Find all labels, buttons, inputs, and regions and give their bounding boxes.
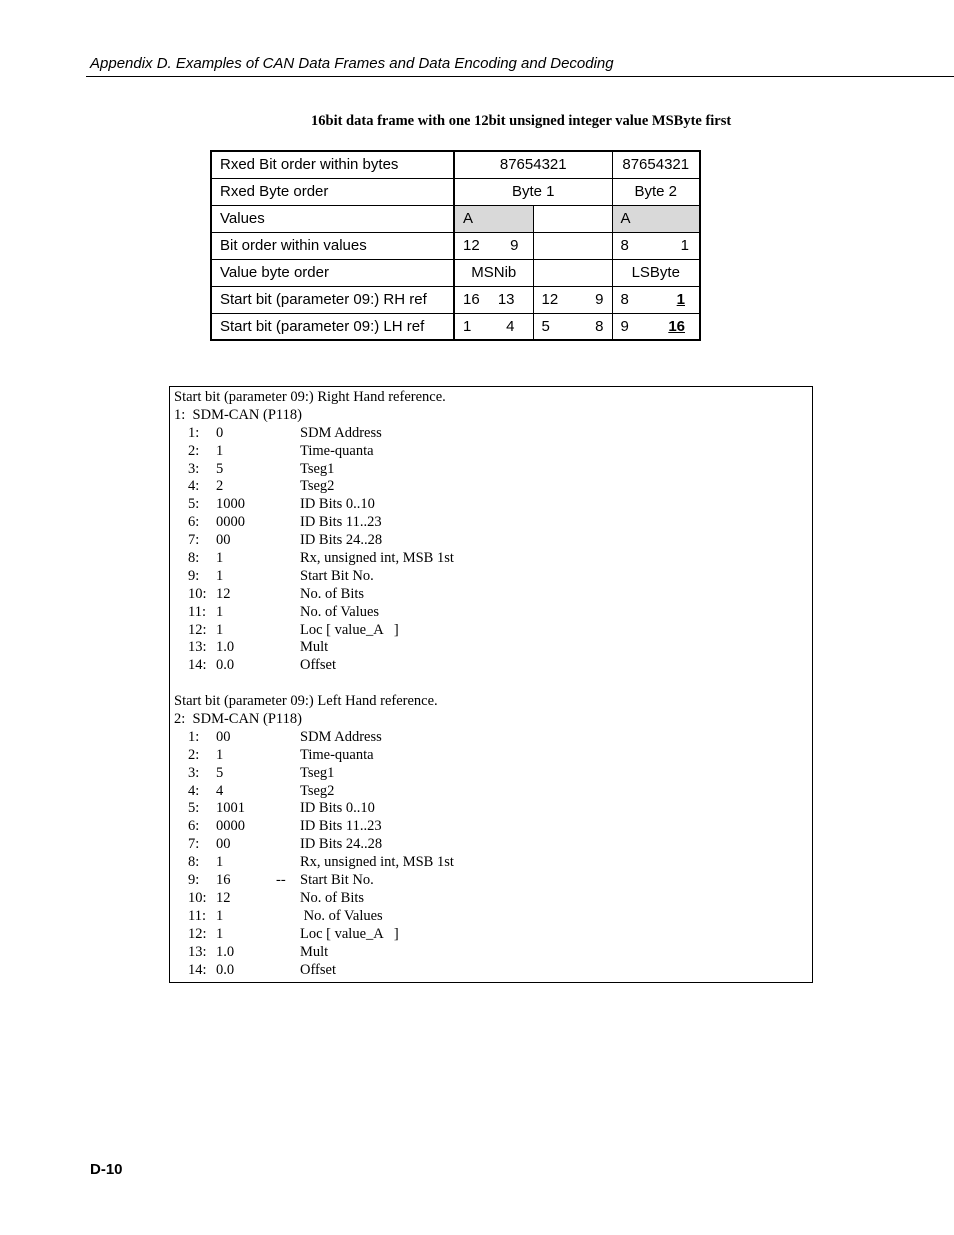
data-frame-table xyxy=(210,150,701,341)
parameter-marker: -- xyxy=(276,872,286,889)
parameter-description: Offset xyxy=(300,961,336,978)
program-title: Start bit (parameter 09:) Right Hand reference. xyxy=(174,389,446,405)
parameter-line xyxy=(174,765,812,783)
parameter-number: 1: xyxy=(188,728,200,745)
start-bit-cell xyxy=(612,286,700,313)
table-row xyxy=(211,286,700,313)
byte2-label: Byte 2 xyxy=(612,178,700,205)
parameter-number: 2: xyxy=(188,746,200,763)
empty-cell xyxy=(533,232,612,259)
parameter-description: Mult xyxy=(300,639,329,656)
bit-end: 13 xyxy=(497,291,515,308)
parameter-value: 1 xyxy=(216,854,224,871)
parameter-description: ID Bits 24..28 xyxy=(300,836,383,853)
row-label: Start bit (parameter 09:) LH ref xyxy=(211,313,454,340)
parameter-description: Rx, unsigned int, MSB 1st xyxy=(300,854,454,871)
parameter-number: 5: xyxy=(188,496,200,513)
bit-range-cell xyxy=(454,232,533,259)
byte1-bit-order: 87654321 xyxy=(454,151,612,178)
parameter-number: 10: xyxy=(188,889,207,906)
parameter-number: 7: xyxy=(188,836,200,853)
row-label: Rxed Byte order xyxy=(211,178,454,205)
parameter-number: 4: xyxy=(188,478,200,495)
parameter-line xyxy=(174,890,812,908)
bit-end: 9 xyxy=(510,237,519,254)
parameter-value: 1.0 xyxy=(216,639,235,656)
table-row xyxy=(211,151,700,178)
parameter-description: Mult xyxy=(300,943,329,960)
empty-cell xyxy=(533,205,612,232)
start-bit-cell xyxy=(454,286,533,313)
parameter-description: ID Bits 24..28 xyxy=(300,532,383,549)
parameter-value: 0.0 xyxy=(216,657,235,674)
parameter-description: No. of Bits xyxy=(300,585,365,602)
parameter-description: No. of Bits xyxy=(300,889,365,906)
parameter-number: 5: xyxy=(188,800,200,817)
start-bit-cell xyxy=(612,313,700,340)
parameter-line xyxy=(174,944,812,962)
bit-start: 8 xyxy=(620,291,629,308)
parameter-description: Time-quanta xyxy=(300,442,374,459)
parameter-number: 7: xyxy=(188,532,200,549)
start-bit-highlight: 1 xyxy=(676,291,685,308)
parameter-description: Offset xyxy=(300,657,336,674)
parameter-number: 14: xyxy=(188,961,207,978)
parameter-value: 0.0 xyxy=(216,961,235,978)
bit-start: 9 xyxy=(620,317,629,335)
table-row xyxy=(211,313,700,340)
parameter-number: 2: xyxy=(188,442,200,459)
parameter-description: ID Bits 0..10 xyxy=(300,496,375,513)
parameter-line xyxy=(174,568,812,586)
parameter-list xyxy=(174,729,812,979)
parameter-line xyxy=(174,639,812,657)
start-bit-cell xyxy=(533,286,612,313)
row-label: Rxed Bit order within bytes xyxy=(211,151,454,178)
value-a-cell: A xyxy=(454,205,533,232)
bit-start: 12 xyxy=(463,237,480,254)
parameter-value: 00 xyxy=(216,728,231,745)
parameter-value: 12 xyxy=(216,889,231,906)
parameter-description: Tseg2 xyxy=(300,478,335,495)
parameter-value: 1000 xyxy=(216,496,245,513)
start-bit-cell xyxy=(533,313,612,340)
value-a-cell: A xyxy=(612,205,700,232)
parameter-description: ID Bits 0..10 xyxy=(300,800,375,817)
page-number: D-10 xyxy=(90,1161,123,1178)
empty-cell xyxy=(533,259,612,286)
parameter-line xyxy=(174,657,812,675)
parameter-description: No. of Values xyxy=(300,603,380,620)
parameter-description: Loc [ value_A ] xyxy=(300,925,399,942)
bit-end: 8 xyxy=(595,317,604,335)
parameter-line xyxy=(174,908,812,926)
parameter-description: SDM Address xyxy=(300,424,382,441)
table-row xyxy=(211,259,700,286)
parameter-description: Loc [ value_A ] xyxy=(300,621,399,638)
parameter-value: 1.0 xyxy=(216,943,235,960)
program-instruction: 2: SDM-CAN (P118) xyxy=(174,711,302,728)
parameter-value: 1 xyxy=(216,925,224,942)
parameter-line xyxy=(174,622,812,640)
parameter-line xyxy=(174,443,812,461)
start-bit-highlight: 16 xyxy=(668,317,685,335)
parameter-value: 5 xyxy=(216,764,224,781)
parameter-value: 1001 xyxy=(216,800,245,817)
parameter-line xyxy=(174,747,812,765)
bit-start: 12 xyxy=(541,291,559,308)
parameter-number: 13: xyxy=(188,943,207,960)
parameter-value: 12 xyxy=(216,585,231,602)
spacer xyxy=(174,675,812,693)
parameter-line xyxy=(174,926,812,944)
parameter-description: ID Bits 11..23 xyxy=(300,818,382,835)
parameter-line xyxy=(174,514,812,532)
parameter-value: 1 xyxy=(216,567,224,584)
parameter-number: 10: xyxy=(188,585,207,602)
parameter-number: 4: xyxy=(188,782,200,799)
parameter-number: 6: xyxy=(188,818,200,835)
parameter-number: 3: xyxy=(188,764,200,781)
bit-start: 1 xyxy=(463,317,472,335)
parameter-value: 0 xyxy=(216,424,224,441)
parameter-value: 1 xyxy=(216,907,224,924)
start-bit-cell xyxy=(454,313,533,340)
parameter-number: 9: xyxy=(188,872,200,889)
row-label: Value byte order xyxy=(211,259,454,286)
parameter-line xyxy=(174,836,812,854)
parameter-line xyxy=(174,496,812,514)
program-title: Start bit (parameter 09:) Left Hand reference. xyxy=(174,693,438,710)
parameter-value: 5 xyxy=(216,460,224,477)
parameter-line xyxy=(174,532,812,550)
row-label: Start bit (parameter 09:) RH ref xyxy=(211,286,454,313)
parameter-number: 12: xyxy=(188,925,207,942)
bit-end: 9 xyxy=(595,291,604,308)
parameter-value: 0000 xyxy=(216,818,245,835)
row-label: Values xyxy=(211,205,454,232)
parameter-value: 1 xyxy=(216,746,224,763)
parameter-number: 11: xyxy=(188,603,206,620)
parameter-list xyxy=(174,425,812,675)
table-row xyxy=(211,178,700,205)
parameter-line xyxy=(174,478,812,496)
parameter-description: Tseg2 xyxy=(300,782,335,799)
parameter-description: Start Bit No. xyxy=(300,872,374,889)
parameter-number: 8: xyxy=(188,550,200,567)
table-row xyxy=(211,205,700,232)
parameter-value: 00 xyxy=(216,836,231,853)
parameter-line xyxy=(174,550,812,568)
parameter-description: No. of Values xyxy=(300,907,383,924)
parameter-description: Tseg1 xyxy=(300,460,335,477)
bit-start: 8 xyxy=(620,237,629,254)
bit-end: 4 xyxy=(506,317,515,335)
page-header: Appendix D. Examples of CAN Data Frames and Data Encoding and Decoding xyxy=(90,55,614,72)
parameter-description: Time-quanta xyxy=(300,746,374,763)
parameter-number: 12: xyxy=(188,621,207,638)
parameter-description: Tseg1 xyxy=(300,764,335,781)
parameter-description: SDM Address xyxy=(300,728,382,745)
parameter-description: Rx, unsigned int, MSB 1st xyxy=(300,550,454,567)
bit-end: 1 xyxy=(680,237,689,254)
parameter-value: 1 xyxy=(216,621,224,638)
parameter-value: 1 xyxy=(216,550,224,567)
program-listing-box xyxy=(169,386,813,983)
parameter-number: 14: xyxy=(188,657,207,674)
parameter-number: 3: xyxy=(188,460,200,477)
parameter-number: 1: xyxy=(188,424,200,441)
table-row xyxy=(211,232,700,259)
bit-start: 5 xyxy=(541,317,550,335)
parameter-line xyxy=(174,854,812,872)
parameter-line xyxy=(174,425,812,443)
parameter-value: 2 xyxy=(216,478,224,495)
parameter-value: 0000 xyxy=(216,514,245,531)
parameter-description: ID Bits 11..23 xyxy=(300,514,382,531)
parameter-value: 00 xyxy=(216,532,231,549)
parameter-line xyxy=(174,872,812,890)
bit-start: 16 xyxy=(463,291,480,308)
parameter-number: 6: xyxy=(188,514,200,531)
table-caption: 16bit data frame with one 12bit unsigned integer value MSByte first xyxy=(311,113,732,129)
parameter-description: Start Bit No. xyxy=(300,567,374,584)
parameter-number: 11: xyxy=(188,907,206,924)
row-label: Bit order within values xyxy=(211,232,454,259)
parameter-number: 8: xyxy=(188,854,200,871)
parameter-line xyxy=(174,586,812,604)
value-byte-order-cell: MSNib xyxy=(454,259,533,286)
parameter-line xyxy=(174,800,812,818)
parameter-line xyxy=(174,604,812,622)
value-byte-order-cell: LSByte xyxy=(612,259,700,286)
bit-range-cell xyxy=(612,232,700,259)
byte2-bit-order: 87654321 xyxy=(612,151,700,178)
parameter-line xyxy=(174,783,812,801)
parameter-number: 13: xyxy=(188,639,207,656)
parameter-value: 1 xyxy=(216,603,224,620)
parameter-value: 1 xyxy=(216,442,224,459)
parameter-value: 16 xyxy=(216,872,231,889)
parameter-line xyxy=(174,962,812,980)
program-instruction: 1: SDM-CAN (P118) xyxy=(174,406,302,423)
parameter-line xyxy=(174,729,812,747)
parameter-line xyxy=(174,818,812,836)
byte1-label: Byte 1 xyxy=(454,178,612,205)
parameter-number: 9: xyxy=(188,567,200,584)
header-rule xyxy=(86,76,954,77)
parameter-line xyxy=(174,461,812,479)
parameter-value: 4 xyxy=(216,782,224,799)
